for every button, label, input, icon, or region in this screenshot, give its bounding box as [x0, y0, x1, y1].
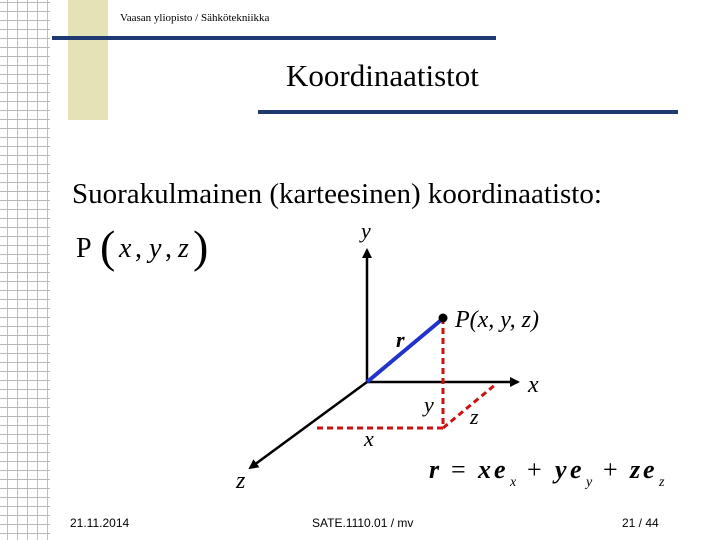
- formula-z: z: [178, 233, 189, 264]
- formula-P: P: [76, 233, 92, 264]
- z-axis: [250, 382, 367, 468]
- formula-x: x: [119, 233, 132, 264]
- proj-label-y: y: [424, 392, 434, 417]
- footer-course: SATE.1110.01 / mv: [312, 516, 414, 530]
- axis-label-x: x: [528, 372, 539, 398]
- axis-label-y: y: [361, 218, 371, 243]
- eq-plus2: +: [603, 455, 618, 484]
- eq-ey-sub: y: [586, 475, 593, 490]
- eq-equals: =: [451, 455, 466, 484]
- eq-ez-sub: z: [659, 475, 665, 490]
- footer-date: 21.11.2014: [70, 516, 130, 530]
- point-P: [439, 314, 448, 323]
- eq-plus1: +: [527, 455, 542, 484]
- proj-label-x: x: [364, 426, 374, 451]
- formula-open-paren: (: [100, 221, 116, 272]
- eq-ez: e: [643, 455, 655, 484]
- eq-lhs: r: [429, 455, 440, 484]
- formula-comma1: ,: [135, 233, 142, 264]
- formula-comma2: ,: [165, 233, 172, 264]
- axis-label-z: z: [236, 468, 246, 494]
- footer-page-number: 21 / 44: [622, 516, 659, 530]
- eq-z: z: [630, 455, 641, 484]
- eq-ey: e: [570, 455, 582, 484]
- formula-close-paren: ): [193, 221, 209, 272]
- vector-label-r: r: [396, 327, 405, 352]
- slide-title: Koordinaatistot: [286, 58, 479, 93]
- formula-y: y: [149, 233, 162, 264]
- eq-y: y: [555, 455, 567, 484]
- point-label: P(x, y, z): [455, 307, 539, 333]
- slide-subtitle: Suorakulmainen (karteesinen) koordinaatisto:: [72, 178, 602, 210]
- eq-ex: e: [494, 455, 506, 484]
- vector-equation: [429, 455, 665, 490]
- eq-x: x: [478, 455, 491, 484]
- proj-label-z: z: [470, 404, 479, 429]
- eq-ex-sub: x: [510, 475, 517, 490]
- institution-header: Vaasan yliopisto / Sähkötekniikka: [120, 12, 270, 24]
